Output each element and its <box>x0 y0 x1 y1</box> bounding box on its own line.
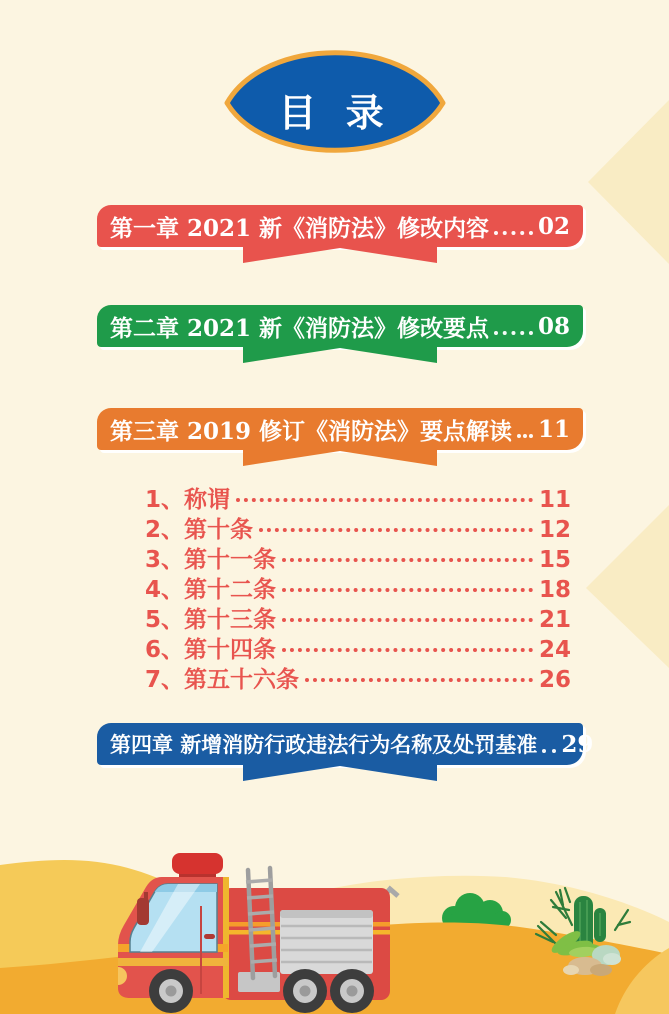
toc-item-label: 5、第十三条 <box>145 607 277 633</box>
door-handle <box>204 934 215 939</box>
chapter-3-banner <box>97 408 583 466</box>
toc-item-page: 26 <box>538 667 571 693</box>
dot-leader <box>236 498 533 502</box>
dot-leader <box>282 588 533 592</box>
chapter-2-bar <box>97 305 583 347</box>
chapter-4-bar <box>97 723 594 765</box>
toc-item <box>145 541 571 571</box>
chapter-1-banner <box>97 205 583 263</box>
toc-item-label: 1、称谓 <box>145 487 231 513</box>
dot-leader <box>305 678 533 682</box>
dot-leader <box>282 648 533 652</box>
accent-triangle-top <box>588 100 669 264</box>
toc-item <box>145 631 571 661</box>
toc-item-page: 21 <box>538 607 571 633</box>
ribbon-fold-icon <box>243 247 437 263</box>
toc-item-page: 12 <box>538 517 571 543</box>
chapter-1-page: 02 <box>537 212 570 240</box>
toc-item-label: 3、第十一条 <box>145 547 277 573</box>
ribbon-fold-icon <box>243 347 437 363</box>
toc-item <box>145 481 571 511</box>
toc-item-list <box>145 481 571 691</box>
ribbon-fold-icon <box>243 765 437 781</box>
chapter-2-page: 08 <box>537 312 570 340</box>
dot-leader <box>282 618 533 622</box>
chapter-2-banner <box>97 305 583 363</box>
toc-item-label: 2、第十条 <box>145 517 254 543</box>
toc-item <box>145 571 571 601</box>
truck-shutter-panel <box>280 910 373 974</box>
chapter-3-label: 第三章 2019 修订《消防法》要点解读 <box>110 417 513 445</box>
chapter-2-label: 第二章 2021 新《消防法》修改要点 <box>110 314 490 342</box>
fire-truck-icon <box>118 853 398 1013</box>
toc-item-label: 4、第十二条 <box>145 577 277 603</box>
toc-item <box>145 661 571 691</box>
toc-header-banner <box>218 46 452 158</box>
toc-item <box>145 511 571 541</box>
toc-item-page: 24 <box>538 637 571 663</box>
toc-item-page: 18 <box>538 577 571 603</box>
dot-leader <box>259 528 533 532</box>
toc-item-page: 15 <box>538 547 571 573</box>
chapter-3-bar <box>97 408 583 450</box>
dot-leader <box>494 331 533 335</box>
chapter-4-label: 第四章 新增消防行政违法行为名称及处罚基准 <box>110 732 538 757</box>
chapter-4-banner <box>97 723 594 781</box>
chapter-3-page: 11 <box>537 415 570 443</box>
bottom-illustration <box>0 830 669 1014</box>
dot-leader <box>517 434 533 438</box>
chapter-4-page: 29 <box>561 730 594 758</box>
toc-item-page: 11 <box>538 487 571 513</box>
accent-triangle-bottom <box>586 505 669 668</box>
toc-item-label: 7、第五十六条 <box>145 667 300 693</box>
toc-item-label: 6、第十四条 <box>145 637 277 663</box>
chapter-1-label: 第一章 2021 新《消防法》修改内容 <box>110 214 490 242</box>
page-title: 目 录 <box>278 91 392 135</box>
dot-leader <box>542 749 556 753</box>
dot-leader <box>282 558 533 562</box>
ribbon-fold-icon <box>243 450 437 466</box>
toc-item <box>145 601 571 631</box>
beacon-light <box>172 853 223 874</box>
dot-leader <box>494 231 533 235</box>
chapter-1-bar <box>97 205 583 247</box>
